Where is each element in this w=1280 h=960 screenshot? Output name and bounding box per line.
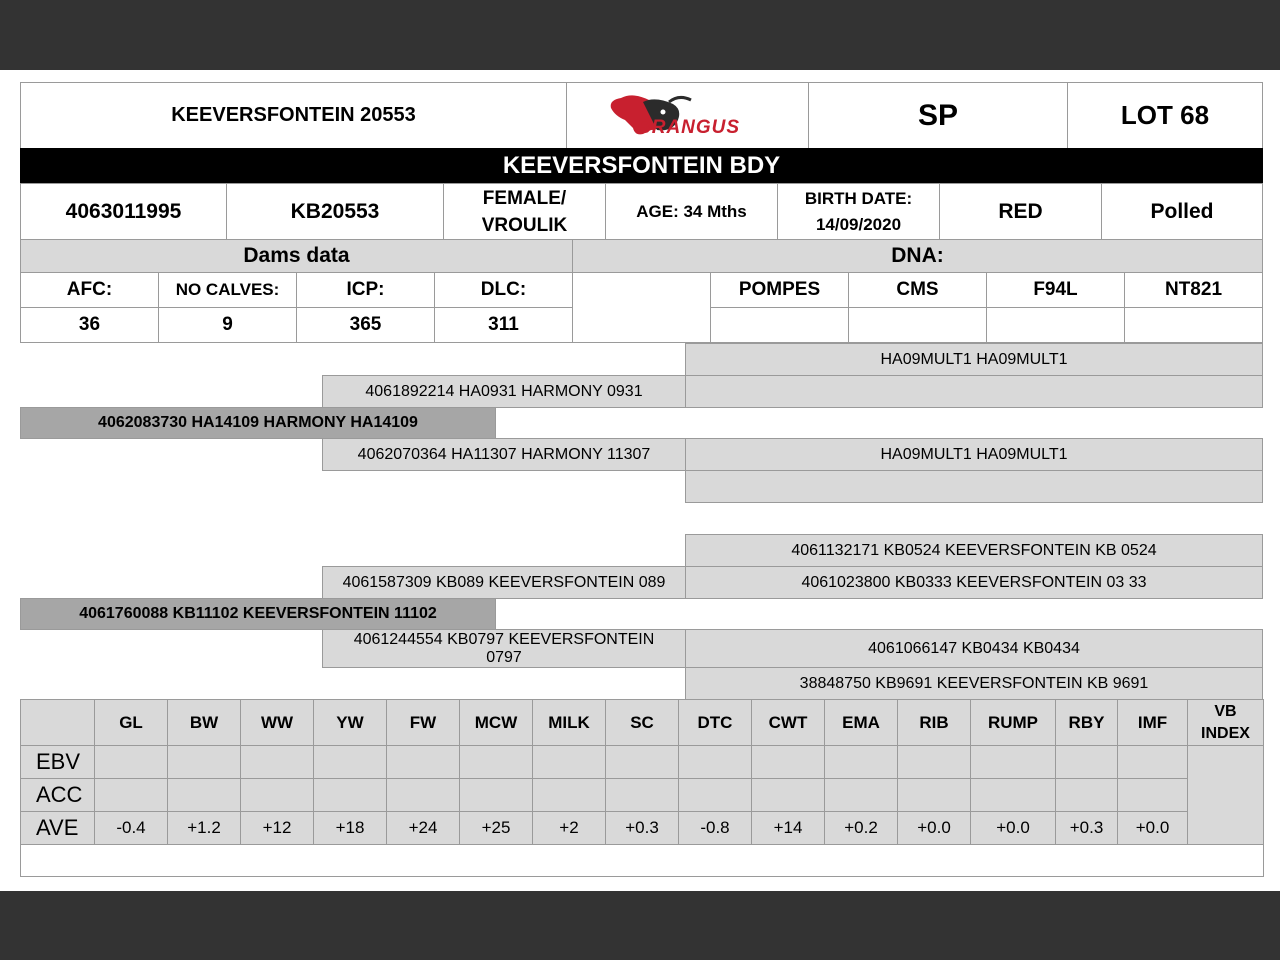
ebv-cell-acc-milk (532, 778, 606, 812)
dna-header-nt821: NT821 (1124, 272, 1263, 308)
brangus-logo-text: BRANGUS (637, 117, 741, 138)
ebv-header-sc: SC (605, 699, 679, 747)
ebv-header-ema: EMA (824, 699, 898, 747)
ebv-cell-acc-cwt (751, 778, 825, 812)
ebv-header-rib: RIB (897, 699, 971, 747)
ebv-cell-acc-ww (240, 778, 314, 812)
ebv-cell-ave-rby: +0.3 (1055, 811, 1118, 845)
ebv-cell-ave-milk: +2 (532, 811, 606, 845)
ebv-cell-acc-bw (167, 778, 241, 812)
pedigree-dam-dam-line-1: 4061244554 KB0797 KEEVERSFONTEIN (353, 630, 655, 648)
birth-date-value: 14/09/2020 (815, 214, 902, 234)
ebv-header-mcw: MCW (459, 699, 533, 747)
ebv-cell-acc-yw (313, 778, 387, 812)
pedigree-dam-dam-line-2: 0797 (486, 648, 522, 666)
ebv-cell-ebv-rby (1055, 745, 1118, 779)
horn-status-field: Polled (1101, 183, 1263, 240)
ebv-cell-acc-dtc (678, 778, 752, 812)
ebv-cell-acc-ema (824, 778, 898, 812)
ebv-cell-ave-fw: +24 (386, 811, 460, 845)
grade-label: SP (808, 82, 1068, 149)
dna-value-f94l (986, 307, 1125, 343)
ebv-cell-ebv-ww (240, 745, 314, 779)
ebv-header-dtc: DTC (678, 699, 752, 747)
vb-index-line-2: INDEX (1201, 725, 1250, 742)
age-field: AGE: 34 Mths (605, 183, 778, 240)
ebv-cell-ave-mcw: +25 (459, 811, 533, 845)
animal-name: KEEVERSFONTEIN 20553 (20, 82, 567, 149)
ebv-header-corner (20, 699, 95, 747)
ebv-cell-ebv-gl (94, 745, 168, 779)
ebv-cell-acc-gl (94, 778, 168, 812)
brangus-logo (566, 82, 809, 149)
ebv-cell-ave-gl: -0.4 (94, 811, 168, 845)
ebv-cell-acc-rump (970, 778, 1056, 812)
ebv-header-imf: IMF (1117, 699, 1188, 747)
dams-value-dlc: 311 (434, 307, 573, 343)
ebv-cell-ave-dtc: -0.8 (678, 811, 752, 845)
pedigree-dam-dam-dam: 38848750 KB9691 KEEVERSFONTEIN KB 9691 (685, 667, 1263, 700)
ebv-cell-ebv-imf (1117, 745, 1188, 779)
dna-title: DNA: (572, 239, 1263, 273)
dams-value-icp: 365 (296, 307, 435, 343)
dna-blank-cell (572, 272, 711, 343)
birth-date-label: BIRTH DATE: (804, 188, 913, 208)
ebv-cell-ave-rib: +0.0 (897, 811, 971, 845)
animal-code: KB20553 (226, 183, 444, 240)
ebv-cell-ebv-rump (970, 745, 1056, 779)
dams-header-dlc: DLC: (434, 272, 573, 308)
ebv-header-rump: RUMP (970, 699, 1056, 747)
ebv-cell-ebv-sc (605, 745, 679, 779)
ebv-cell-acc-rib (897, 778, 971, 812)
pedigree-sire-dam-sire: HA09MULT1 HA09MULT1 (685, 438, 1263, 471)
dams-value-afc: 36 (20, 307, 159, 343)
colour-field: RED (939, 183, 1102, 240)
pedigree-dam-sire: 4061587309 KB089 KEEVERSFONTEIN 089 (322, 566, 686, 599)
ebv-cell-acc-sc (605, 778, 679, 812)
ebv-cell-ebv-dtc (678, 745, 752, 779)
herd-title-band: KEEVERSFONTEIN BDY (20, 148, 1263, 184)
dams-header-afc: AFC: (20, 272, 159, 308)
ebv-cell-ave-rump: +0.0 (970, 811, 1056, 845)
animal-id: 4063011995 (20, 183, 227, 240)
pedigree-sire-sire-dam (685, 375, 1263, 408)
ebv-cell-acc-mcw (459, 778, 533, 812)
ebv-cell-acc-rby (1055, 778, 1118, 812)
ebv-header-vb-index (1187, 699, 1264, 747)
ebv-cell-ave-imf: +0.0 (1117, 811, 1188, 845)
ebv-cell-acc-fw (386, 778, 460, 812)
sex-line-2: VROULIK (481, 214, 568, 236)
sex-field (443, 183, 606, 240)
pedigree-dam-dam-sire: 4061066147 KB0434 KB0434 (685, 629, 1263, 668)
ebv-cell-ave-bw: +1.2 (167, 811, 241, 845)
pedigree-dam-sire-sire: 4061132171 KB0524 KEEVERSFONTEIN KB 0524 (685, 534, 1263, 567)
dna-header-pompes: POMPES (710, 272, 849, 308)
ebv-cell-ebv-milk (532, 745, 606, 779)
ebv-cell-ave-ema: +0.2 (824, 811, 898, 845)
sex-line-1: FEMALE/ (482, 187, 567, 209)
ebv-header-cwt: CWT (751, 699, 825, 747)
dna-value-nt821 (1124, 307, 1263, 343)
dna-header-f94l: F94L (986, 272, 1125, 308)
dams-value-no-calves: 9 (158, 307, 297, 343)
birth-date-field (777, 183, 940, 240)
dams-header-icp: ICP: (296, 272, 435, 308)
pedigree-dam-dam (322, 629, 686, 668)
lot-number: LOT 68 (1067, 82, 1263, 149)
dna-value-pompes (710, 307, 849, 343)
pedigree-dam: 4061760088 KB11102 KEEVERSFONTEIN 11102 (20, 598, 496, 630)
lot-sheet (0, 70, 1280, 891)
pedigree-sire-sire-sire: HA09MULT1 HA09MULT1 (685, 343, 1263, 376)
dna-header-cms: CMS (848, 272, 987, 308)
ebv-cell-ebv-ema (824, 745, 898, 779)
pedigree-sire-dam: 4062070364 HA11307 HARMONY 11307 (322, 438, 686, 471)
ebv-row-label-acc: ACC (20, 778, 95, 812)
ebv-cell-ave-ww: +12 (240, 811, 314, 845)
ebv-footer-blank (20, 844, 1264, 877)
ebv-header-bw: BW (167, 699, 241, 747)
ebv-row-label-ebv: EBV (20, 745, 95, 779)
pedigree-dam-sire-dam: 4061023800 KB0333 KEEVERSFONTEIN 03 33 (685, 566, 1263, 599)
pedigree-sire-dam-dam (685, 470, 1263, 503)
ebv-cell-ebv-rib (897, 745, 971, 779)
ebv-cell-acc-imf (1117, 778, 1188, 812)
ebv-vb-index-value (1187, 745, 1264, 845)
ebv-header-ww: WW (240, 699, 314, 747)
ebv-header-yw: YW (313, 699, 387, 747)
ebv-cell-ebv-bw (167, 745, 241, 779)
dna-value-cms (848, 307, 987, 343)
ebv-cell-ebv-fw (386, 745, 460, 779)
ebv-cell-ebv-mcw (459, 745, 533, 779)
dams-data-title: Dams data (20, 239, 573, 273)
ebv-header-gl: GL (94, 699, 168, 747)
pedigree-sire: 4062083730 HA14109 HARMONY HA14109 (20, 407, 496, 439)
ebv-cell-ave-cwt: +14 (751, 811, 825, 845)
pedigree-sire-sire: 4061892214 HA0931 HARMONY 0931 (322, 375, 686, 408)
ebv-cell-ebv-yw (313, 745, 387, 779)
ebv-row-label-ave: AVE (20, 811, 95, 845)
ebv-header-rby: RBY (1055, 699, 1118, 747)
ebv-header-milk: MILK (532, 699, 606, 747)
ebv-header-fw: FW (386, 699, 460, 747)
ebv-cell-ebv-cwt (751, 745, 825, 779)
vb-index-line-1: VB (1214, 703, 1237, 720)
ebv-cell-ave-sc: +0.3 (605, 811, 679, 845)
dams-header-no-calves: NO CALVES: (158, 272, 297, 308)
ebv-cell-ave-yw: +18 (313, 811, 387, 845)
